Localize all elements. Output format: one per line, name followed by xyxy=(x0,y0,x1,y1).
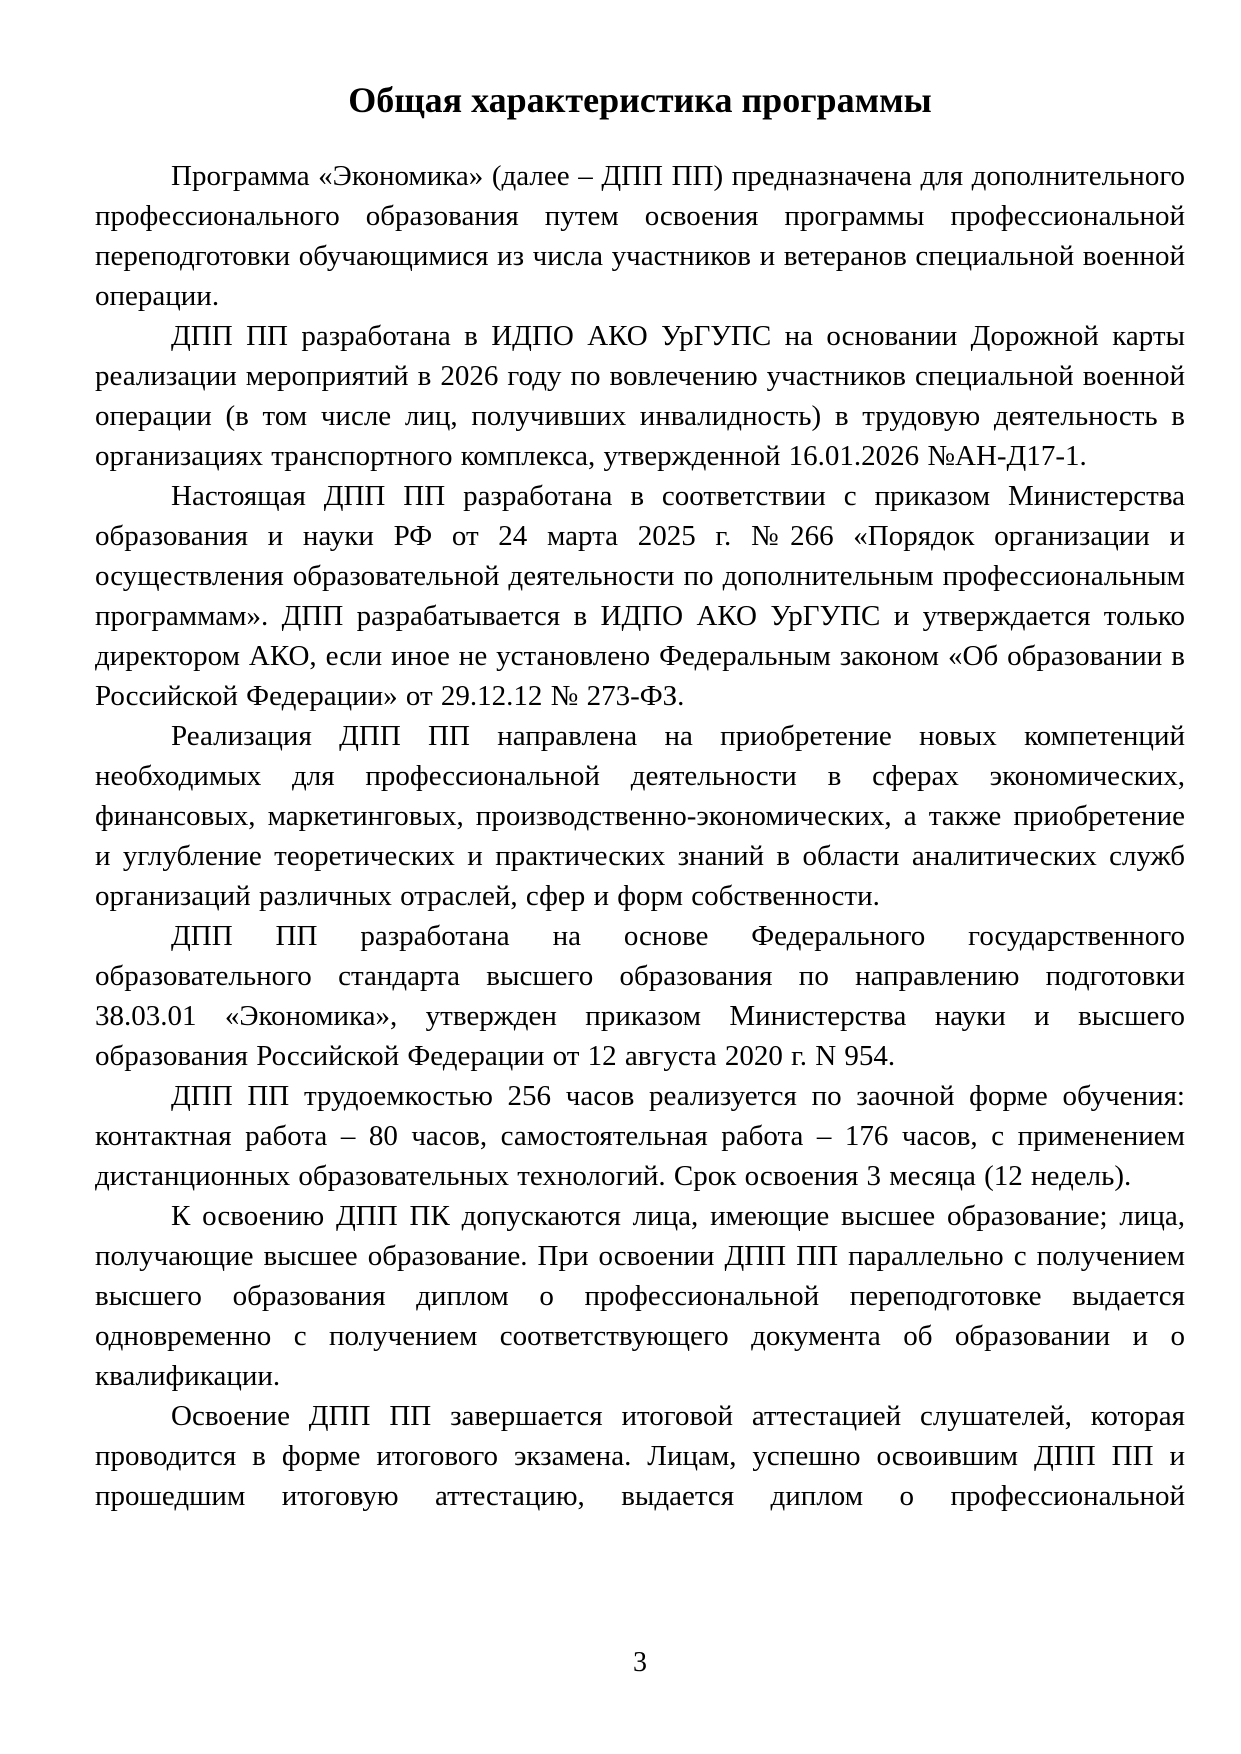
paragraph: ДПП ПП разработана на основе Федерального государственного образовательного стандарта высшего образования по направлению подготовки 38.03.01 «Экономика», утвержден приказом Министерства науки и высшего образования Российской Федерации от 12 августа 2020 г. N 954. xyxy=(95,920,1185,1072)
page-number: 3 xyxy=(633,1647,647,1678)
paragraph: ДПП ПП трудоемкостью 256 часов реализуется по заочной форме обучения: контактная работа – 80 часов, самостоятельная работа – 176 часов, с применением дистанционных образовательных технологий. Срок освоения 3 месяца (12 недель). xyxy=(95,1080,1185,1192)
paragraph: ДПП ПП разработана в ИДПО АКО УрГУПС на основании Дорожной карты реализации мероприятий в 2026 году по вовлечению участников специальной военной операции (в том числе лиц, получивших инвалидность) в трудовую деятельность в организациях транспортного комплекса, утвержденной 16.01.2026 №АН-Д17-1. xyxy=(95,320,1185,472)
paragraph: К освоению ДПП ПК допускаются лица, имеющие высшее образование; лица, получающие высшее образование. При освоении ДПП ПП параллельно с получением высшего образования диплом о профессиональной переподготовке выдается одновременно с получением соответствующего документа об образовании и о квалификации. xyxy=(95,1200,1185,1392)
document-body xyxy=(95,156,1185,1516)
paragraph: Реализация ДПП ПП направлена на приобретение новых компетенций необходимых для профессиональной деятельности в сферах экономических, финансовых, маркетинговых, производственно-экономических, а также приобретение и углубление теоретических и практических знаний в области аналитических служб организаций различных отраслей, сфер и форм собственности. xyxy=(95,720,1185,912)
page-title: Общая характеристика программы xyxy=(348,80,932,120)
paragraph: Настоящая ДПП ПП разработана в соответствии с приказом Министерства образования и науки РФ от 24 марта 2025 г. №266 «Порядок организации и осуществления образовательной деятельности по дополнительным профессиональным программам». ДПП разрабатывается в ИДПО АКО УрГУПС и утверждается только директором АКО, если иное не установлено Федеральным законом «Об образовании в Российской Федерации» от 29.12.12 № 273-ФЗ. xyxy=(95,480,1185,712)
paragraph: Программа «Экономика» (далее – ДПП ПП) предназначена для дополнительного профессионального образования путем освоения программы профессиональной переподготовки обучающимися из числа участников и ветеранов специальной военной операции. xyxy=(95,160,1185,312)
paragraph: Освоение ДПП ПП завершается итоговой аттестацией слушателей, которая проводится в форме итогового экзамена. Лицам, успешно освоившим ДПП ПП и прошедшим итоговую аттестацию, выдается диплом о профессиональной xyxy=(95,1400,1185,1512)
